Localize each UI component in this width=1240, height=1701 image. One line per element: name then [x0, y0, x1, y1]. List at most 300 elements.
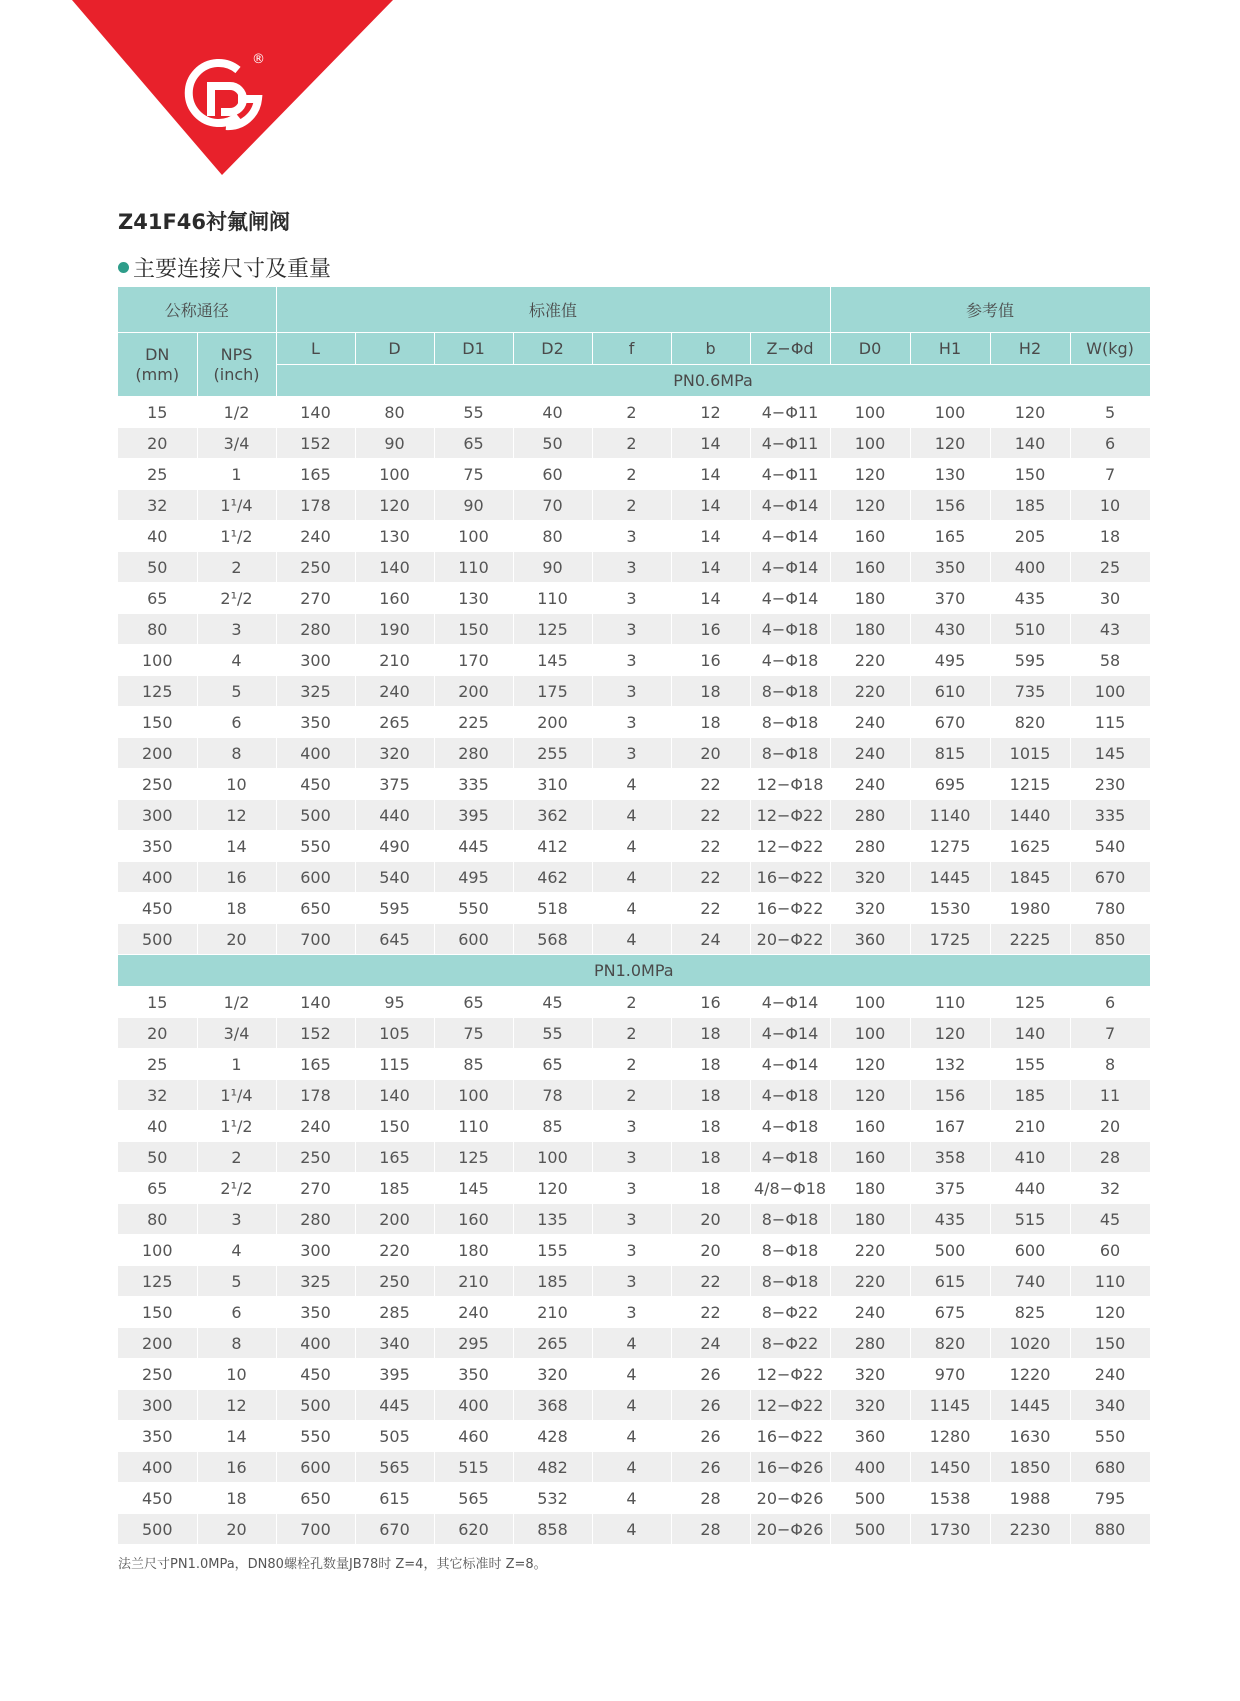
cell-d1: 65	[434, 987, 513, 1018]
cell-d2: 462	[513, 862, 592, 893]
cell-b: 22	[671, 862, 750, 893]
cell-h1: 1538	[910, 1483, 990, 1514]
cell-nps: 1	[197, 1049, 276, 1080]
cell-d1: 225	[434, 707, 513, 738]
cell-d0: 100	[830, 397, 910, 428]
cell-d: 185	[355, 1173, 434, 1204]
cell-b: 18	[671, 1173, 750, 1204]
cell-d2: 518	[513, 893, 592, 924]
cell-d2: 100	[513, 1142, 592, 1173]
cell-h2: 1440	[990, 800, 1070, 831]
cell-d: 95	[355, 987, 434, 1018]
cell-d0: 320	[830, 893, 910, 924]
cell-d0: 220	[830, 1266, 910, 1297]
cell-f: 4	[592, 1390, 671, 1421]
cell-l: 250	[276, 1142, 355, 1173]
cell-b: 18	[671, 1111, 750, 1142]
cell-bolt-holes: 4−Φ18	[750, 614, 830, 645]
cell-h2: 185	[990, 490, 1070, 521]
cell-l: 152	[276, 428, 355, 459]
cell-bolt-holes: 4−Φ14	[750, 521, 830, 552]
dimension-table	[118, 287, 1151, 1545]
cell-d1: 550	[434, 893, 513, 924]
cell-h2: 1020	[990, 1328, 1070, 1359]
cell-bolt-holes: 8−Φ18	[750, 707, 830, 738]
cell-d0: 320	[830, 862, 910, 893]
cell-h1: 1445	[910, 862, 990, 893]
col-header-d1: D1	[434, 333, 513, 365]
cell-weight: 795	[1070, 1483, 1150, 1514]
cell-l: 165	[276, 459, 355, 490]
cell-f: 3	[592, 1111, 671, 1142]
cell-dn: 300	[118, 1390, 197, 1421]
cell-nps: 5	[197, 1266, 276, 1297]
cell-h1: 1145	[910, 1390, 990, 1421]
cell-nps: 12	[197, 800, 276, 831]
cell-d0: 160	[830, 1111, 910, 1142]
table-row	[118, 1483, 1150, 1514]
cell-bolt-holes: 8−Φ18	[750, 676, 830, 707]
cell-h2: 410	[990, 1142, 1070, 1173]
cell-h2: 1215	[990, 769, 1070, 800]
cell-bolt-holes: 12−Φ22	[750, 800, 830, 831]
cell-d0: 280	[830, 800, 910, 831]
cell-f: 3	[592, 1235, 671, 1266]
cell-weight: 28	[1070, 1142, 1150, 1173]
cell-h1: 358	[910, 1142, 990, 1173]
cell-d2: 858	[513, 1514, 592, 1545]
cell-bolt-holes: 12−Φ22	[750, 1359, 830, 1390]
cell-b: 12	[671, 397, 750, 428]
cell-h1: 500	[910, 1235, 990, 1266]
cell-d: 340	[355, 1328, 434, 1359]
cell-weight: 670	[1070, 862, 1150, 893]
cell-d2: 40	[513, 397, 592, 428]
cell-weight: 680	[1070, 1452, 1150, 1483]
cell-l: 178	[276, 490, 355, 521]
cell-h2: 820	[990, 707, 1070, 738]
cell-b: 26	[671, 1452, 750, 1483]
cell-f: 4	[592, 769, 671, 800]
cell-d0: 400	[830, 1452, 910, 1483]
cell-f: 4	[592, 831, 671, 862]
registered-mark: ®	[252, 52, 265, 67]
cell-b: 22	[671, 1266, 750, 1297]
cell-d0: 500	[830, 1483, 910, 1514]
cell-weight: 25	[1070, 552, 1150, 583]
cell-h1: 1280	[910, 1421, 990, 1452]
cell-d: 190	[355, 614, 434, 645]
cell-f: 3	[592, 707, 671, 738]
cell-nps: 2¹/2	[197, 583, 276, 614]
cell-f: 4	[592, 1514, 671, 1545]
cell-dn: 25	[118, 459, 197, 490]
cell-bolt-holes: 4−Φ18	[750, 645, 830, 676]
cell-nps: 3/4	[197, 428, 276, 459]
cell-d0: 180	[830, 1204, 910, 1235]
cell-l: 500	[276, 1390, 355, 1421]
table-row	[118, 769, 1150, 800]
cell-b: 18	[671, 1049, 750, 1080]
cell-d: 130	[355, 521, 434, 552]
cell-d1: 515	[434, 1452, 513, 1483]
cell-d0: 180	[830, 1173, 910, 1204]
cell-d2: 90	[513, 552, 592, 583]
cell-b: 28	[671, 1514, 750, 1545]
cell-h1: 495	[910, 645, 990, 676]
cell-d1: 240	[434, 1297, 513, 1328]
cell-d1: 75	[434, 459, 513, 490]
cell-l: 400	[276, 738, 355, 769]
cell-d0: 100	[830, 1018, 910, 1049]
cell-l: 300	[276, 1235, 355, 1266]
cell-bolt-holes: 16−Φ22	[750, 862, 830, 893]
cell-h2: 210	[990, 1111, 1070, 1142]
section-row	[118, 955, 1150, 987]
cell-d: 490	[355, 831, 434, 862]
cell-bolt-holes: 4−Φ11	[750, 397, 830, 428]
cell-d1: 400	[434, 1390, 513, 1421]
logo-triangle-icon	[0, 0, 420, 185]
cell-weight: 32	[1070, 1173, 1150, 1204]
cell-d1: 65	[434, 428, 513, 459]
cell-f: 2	[592, 1080, 671, 1111]
table-row	[118, 1359, 1150, 1390]
cell-bolt-holes: 20−Φ22	[750, 924, 830, 955]
cell-d1: 160	[434, 1204, 513, 1235]
col-header-h1: H1	[910, 333, 990, 365]
cell-d: 285	[355, 1297, 434, 1328]
table-row	[118, 459, 1150, 490]
cell-f: 2	[592, 1049, 671, 1080]
cell-d0: 220	[830, 645, 910, 676]
cell-d1: 110	[434, 552, 513, 583]
cell-l: 152	[276, 1018, 355, 1049]
cell-l: 325	[276, 1266, 355, 1297]
cell-l: 650	[276, 1483, 355, 1514]
cell-dn: 250	[118, 1359, 197, 1390]
cell-h1: 132	[910, 1049, 990, 1080]
cell-l: 240	[276, 521, 355, 552]
table-row	[118, 428, 1150, 459]
cell-bolt-holes: 12−Φ22	[750, 1390, 830, 1421]
cell-h2: 125	[990, 987, 1070, 1018]
cell-h1: 1450	[910, 1452, 990, 1483]
cell-weight: 18	[1070, 521, 1150, 552]
cell-b: 16	[671, 614, 750, 645]
cell-h2: 1625	[990, 831, 1070, 862]
cell-h1: 100	[910, 397, 990, 428]
cell-d2: 155	[513, 1235, 592, 1266]
cell-dn: 15	[118, 987, 197, 1018]
cell-nps: 3	[197, 614, 276, 645]
cell-b: 16	[671, 645, 750, 676]
cell-d2: 185	[513, 1266, 592, 1297]
cell-f: 4	[592, 924, 671, 955]
cell-b: 18	[671, 1142, 750, 1173]
cell-weight: 340	[1070, 1390, 1150, 1421]
cell-nps: 3/4	[197, 1018, 276, 1049]
cell-dn: 150	[118, 1297, 197, 1328]
table-row	[118, 1390, 1150, 1421]
cell-nps: 8	[197, 1328, 276, 1359]
col-header-h2: H2	[990, 333, 1070, 365]
cell-l: 550	[276, 831, 355, 862]
table-row	[118, 738, 1150, 769]
cell-dn: 80	[118, 614, 197, 645]
cell-weight: 10	[1070, 490, 1150, 521]
cell-d: 120	[355, 490, 434, 521]
table-row	[118, 645, 1150, 676]
cell-nps: 5	[197, 676, 276, 707]
cell-d0: 360	[830, 1421, 910, 1452]
cell-l: 250	[276, 552, 355, 583]
cell-f: 3	[592, 1266, 671, 1297]
table-row	[118, 1080, 1150, 1111]
cell-bolt-holes: 20−Φ26	[750, 1483, 830, 1514]
cell-d: 140	[355, 552, 434, 583]
cell-d1: 125	[434, 1142, 513, 1173]
cell-h2: 440	[990, 1173, 1070, 1204]
cell-dn: 450	[118, 1483, 197, 1514]
cell-dn: 125	[118, 1266, 197, 1297]
cell-d1: 180	[434, 1235, 513, 1266]
cell-nps: 1¹/2	[197, 1111, 276, 1142]
cell-d1: 445	[434, 831, 513, 862]
cell-d0: 120	[830, 1049, 910, 1080]
cell-h2: 150	[990, 459, 1070, 490]
cell-d1: 295	[434, 1328, 513, 1359]
cell-d0: 360	[830, 924, 910, 955]
cell-h1: 130	[910, 459, 990, 490]
cell-d2: 428	[513, 1421, 592, 1452]
cell-weight: 8	[1070, 1049, 1150, 1080]
cell-nps: 8	[197, 738, 276, 769]
cell-l: 240	[276, 1111, 355, 1142]
cell-bolt-holes: 12−Φ22	[750, 831, 830, 862]
cell-l: 450	[276, 769, 355, 800]
cell-weight: 45	[1070, 1204, 1150, 1235]
cell-d1: 280	[434, 738, 513, 769]
cell-d0: 120	[830, 1080, 910, 1111]
cell-h2: 1980	[990, 893, 1070, 924]
cell-f: 3	[592, 521, 671, 552]
cell-weight: 11	[1070, 1080, 1150, 1111]
cell-h2: 515	[990, 1204, 1070, 1235]
cell-d0: 220	[830, 676, 910, 707]
table-row	[118, 1018, 1150, 1049]
cell-d: 440	[355, 800, 434, 831]
cell-d1: 90	[434, 490, 513, 521]
cell-d2: 65	[513, 1049, 592, 1080]
cell-dn: 500	[118, 924, 197, 955]
cell-d: 240	[355, 676, 434, 707]
table-row	[118, 1297, 1150, 1328]
cell-nps: 1¹/4	[197, 490, 276, 521]
cell-d0: 500	[830, 1514, 910, 1545]
cell-d1: 100	[434, 1080, 513, 1111]
cell-dn: 200	[118, 1328, 197, 1359]
table-row	[118, 552, 1150, 583]
cell-dn: 15	[118, 397, 197, 428]
cell-d2: 120	[513, 1173, 592, 1204]
cell-d2: 175	[513, 676, 592, 707]
table-row	[118, 583, 1150, 614]
cell-h2: 155	[990, 1049, 1070, 1080]
cell-l: 300	[276, 645, 355, 676]
cell-dn: 65	[118, 1173, 197, 1204]
cell-l: 500	[276, 800, 355, 831]
cell-d: 320	[355, 738, 434, 769]
cell-nps: 14	[197, 1421, 276, 1452]
cell-f: 2	[592, 987, 671, 1018]
cell-bolt-holes: 4−Φ18	[750, 1111, 830, 1142]
cell-d: 565	[355, 1452, 434, 1483]
cell-bolt-holes: 16−Φ26	[750, 1452, 830, 1483]
cell-d2: 80	[513, 521, 592, 552]
cell-d: 220	[355, 1235, 434, 1266]
cell-dn: 65	[118, 583, 197, 614]
cell-b: 14	[671, 428, 750, 459]
cell-f: 4	[592, 1421, 671, 1452]
cell-l: 700	[276, 924, 355, 955]
cell-b: 18	[671, 1080, 750, 1111]
section-label: PN1.0MPa	[118, 955, 1150, 987]
section-heading-text: 主要连接尺寸及重量	[133, 257, 332, 282]
cell-nps: 20	[197, 924, 276, 955]
cell-bolt-holes: 4−Φ18	[750, 1142, 830, 1173]
cell-l: 270	[276, 1173, 355, 1204]
cell-l: 140	[276, 987, 355, 1018]
cell-weight: 150	[1070, 1328, 1150, 1359]
cell-h2: 435	[990, 583, 1070, 614]
cell-l: 325	[276, 676, 355, 707]
table-row	[118, 490, 1150, 521]
cell-bolt-holes: 4−Φ14	[750, 552, 830, 583]
cell-f: 4	[592, 1328, 671, 1359]
cell-nps: 1¹/2	[197, 521, 276, 552]
cell-dn: 100	[118, 645, 197, 676]
cell-d1: 170	[434, 645, 513, 676]
cell-bolt-holes: 8−Φ18	[750, 1204, 830, 1235]
cell-b: 22	[671, 831, 750, 862]
col-header-d0: D0	[830, 333, 910, 365]
cell-weight: 6	[1070, 428, 1150, 459]
cell-weight: 120	[1070, 1297, 1150, 1328]
cell-d2: 60	[513, 459, 592, 490]
cell-weight: 540	[1070, 831, 1150, 862]
cell-h2: 1988	[990, 1483, 1070, 1514]
cell-d2: 110	[513, 583, 592, 614]
cell-d1: 600	[434, 924, 513, 955]
cell-f: 4	[592, 862, 671, 893]
cell-d2: 125	[513, 614, 592, 645]
cell-h2: 1850	[990, 1452, 1070, 1483]
cell-f: 4	[592, 893, 671, 924]
cell-f: 3	[592, 1297, 671, 1328]
cell-dn: 50	[118, 1142, 197, 1173]
cell-h1: 375	[910, 1173, 990, 1204]
cell-d2: 70	[513, 490, 592, 521]
cell-d1: 85	[434, 1049, 513, 1080]
cell-h1: 610	[910, 676, 990, 707]
table-row	[118, 1421, 1150, 1452]
cell-h1: 156	[910, 490, 990, 521]
cell-d0: 240	[830, 1297, 910, 1328]
cell-weight: 110	[1070, 1266, 1150, 1297]
cell-f: 2	[592, 1018, 671, 1049]
cell-b: 28	[671, 1483, 750, 1514]
cell-h1: 1730	[910, 1514, 990, 1545]
cell-f: 3	[592, 552, 671, 583]
cell-d0: 100	[830, 987, 910, 1018]
cell-h1: 165	[910, 521, 990, 552]
cell-weight: 230	[1070, 769, 1150, 800]
cell-bolt-holes: 8−Φ22	[750, 1297, 830, 1328]
cell-nps: 4	[197, 1235, 276, 1266]
cell-bolt-holes: 4−Φ14	[750, 1049, 830, 1080]
cell-h1: 615	[910, 1266, 990, 1297]
cell-f: 3	[592, 676, 671, 707]
cell-d: 105	[355, 1018, 434, 1049]
cell-bolt-holes: 4−Φ11	[750, 428, 830, 459]
cell-d0: 180	[830, 614, 910, 645]
col-header-d: D	[355, 333, 434, 365]
cell-d1: 565	[434, 1483, 513, 1514]
cell-weight: 115	[1070, 707, 1150, 738]
cell-nps: 3	[197, 1204, 276, 1235]
cell-h1: 695	[910, 769, 990, 800]
cell-l: 270	[276, 583, 355, 614]
cell-b: 14	[671, 583, 750, 614]
cell-h2: 510	[990, 614, 1070, 645]
cell-d1: 495	[434, 862, 513, 893]
col-header-f: f	[592, 333, 671, 365]
cell-weight: 850	[1070, 924, 1150, 955]
table-row	[118, 1235, 1150, 1266]
cell-h1: 670	[910, 707, 990, 738]
cell-nps: 16	[197, 862, 276, 893]
cell-weight: 100	[1070, 676, 1150, 707]
cell-bolt-holes: 4/8−Φ18	[750, 1173, 830, 1204]
cell-nps: 12	[197, 1390, 276, 1421]
cell-h2: 1845	[990, 862, 1070, 893]
cell-b: 20	[671, 1235, 750, 1266]
bullet-icon	[118, 262, 129, 273]
cell-d0: 280	[830, 1328, 910, 1359]
table-row	[118, 1204, 1150, 1235]
cell-d: 595	[355, 893, 434, 924]
cell-d1: 460	[434, 1421, 513, 1452]
cell-b: 26	[671, 1390, 750, 1421]
cell-dn: 20	[118, 428, 197, 459]
cell-l: 280	[276, 614, 355, 645]
cell-d: 670	[355, 1514, 434, 1545]
table-row	[118, 800, 1150, 831]
cell-d2: 265	[513, 1328, 592, 1359]
col-header-l: L	[276, 333, 355, 365]
cell-d0: 160	[830, 552, 910, 583]
cell-b: 26	[671, 1421, 750, 1452]
cell-d: 250	[355, 1266, 434, 1297]
cell-b: 20	[671, 738, 750, 769]
cell-l: 140	[276, 397, 355, 428]
cell-l: 280	[276, 1204, 355, 1235]
cell-d: 80	[355, 397, 434, 428]
cell-h2: 1015	[990, 738, 1070, 769]
cell-b: 26	[671, 1359, 750, 1390]
cell-d1: 350	[434, 1359, 513, 1390]
